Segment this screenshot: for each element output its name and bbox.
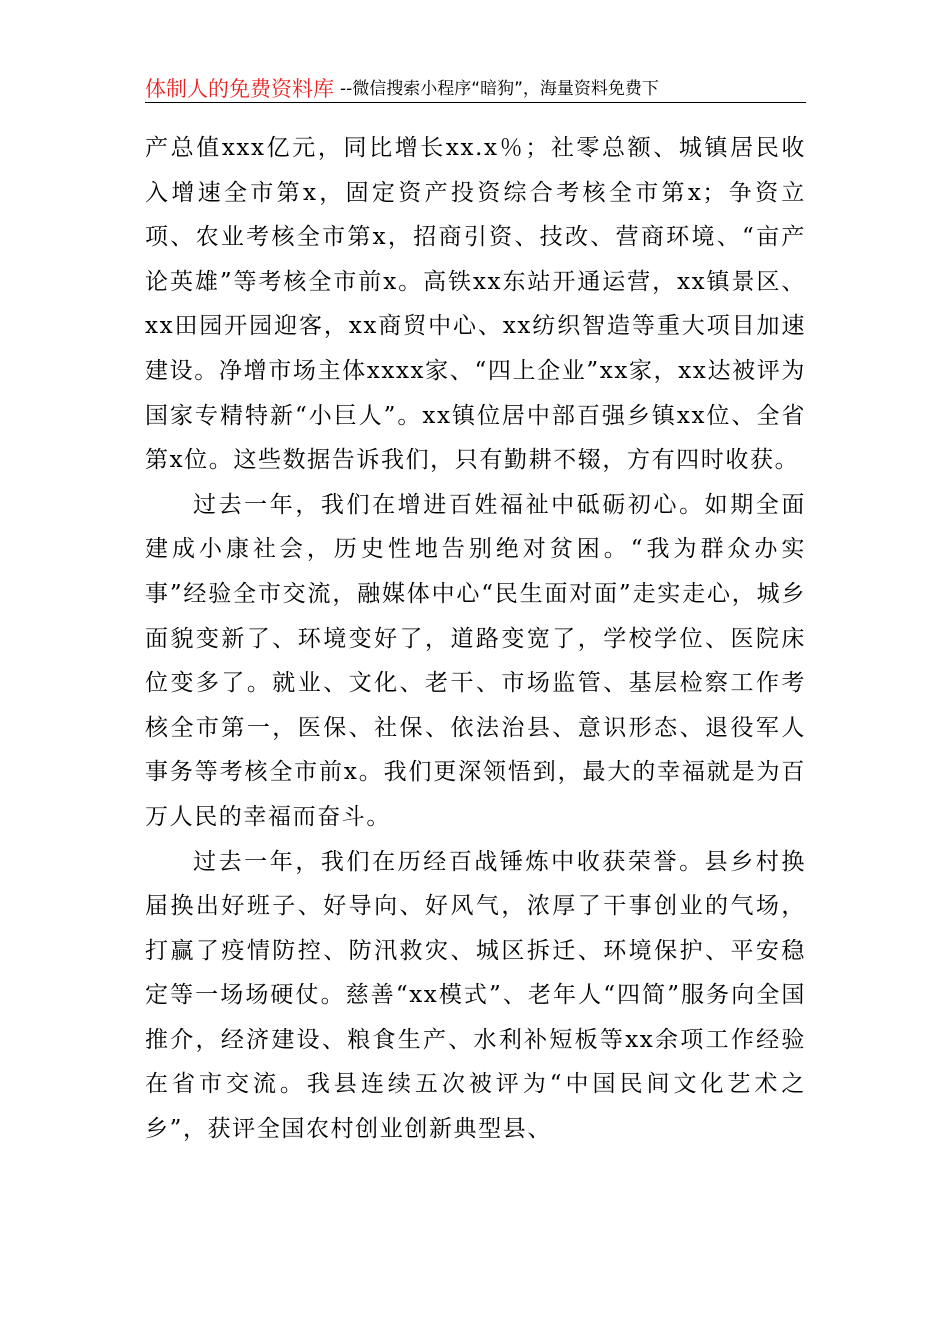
page-header bbox=[145, 74, 806, 102]
document-body bbox=[145, 126, 806, 1152]
paragraph-1: 产总值xxx亿元，同比增长xx.x％；社零总额、城镇居民收入增速全市第x，固定资产投资综合考核全市第x；争资立项、农业考核全市第x，招商引资、技改、营商环境、“亩产论英雄”等考核全市前x。高铁xx东站开通运营，xx镇景区、xx田园开园迎客，xx商贸中心、xx纺织智造等重大项目加速建设。净增市场主体xxxx家、“四上企业”xx家，xx达被评为国家专精特新“小巨人”。xx镇位居中部百强乡镇xx位、全省第x位。这些数据告诉我们，只有勤耕不辍，方有四时收获。 bbox=[145, 135, 806, 474]
paragraph-2: 过去一年，我们在增进百姓福祉中砥砺初心。如期全面建成小康社会，历史性地告别绝对贫困。“我为群众办实事”经验全市交流，融媒体中心“民生面对面”走实走心，城乡面貌变新了、环境变好了，道路变宽了，学校学位、医院床位变多了。就业、文化、老干、市场监管、基层检察工作考核全市第一，医保、社保、依法治县、意识形态、退役军人事务等考核全市前x。我们更深领悟到，最大的幸福就是为百万人民的幸福而奋斗。 bbox=[145, 491, 806, 830]
header-tagline: --微信搜索小程序“暗狗”，海量资料免费下 bbox=[340, 79, 659, 99]
paragraph-3: 过去一年，我们在历经百战锤炼中收获荣誉。县乡村换届换出好班子、好导向、好风气，浓厚了干事创业的气场，打赢了疫情防控、防汛救灾、城区拆迁、环境保护、平安稳定等一场场硬仗。慈善“xx模式”、老年人“四简”服务向全国推介，经济建设、粮食生产、水利补短板等xx余项工作经验在省市交流。我县连续五次被评为“中国民间文化艺术之乡”，获评全国农村创业创新典型县、 bbox=[145, 848, 806, 1143]
header-brand: 体制人的免费资料库 bbox=[145, 77, 334, 101]
header-divider bbox=[145, 102, 806, 103]
